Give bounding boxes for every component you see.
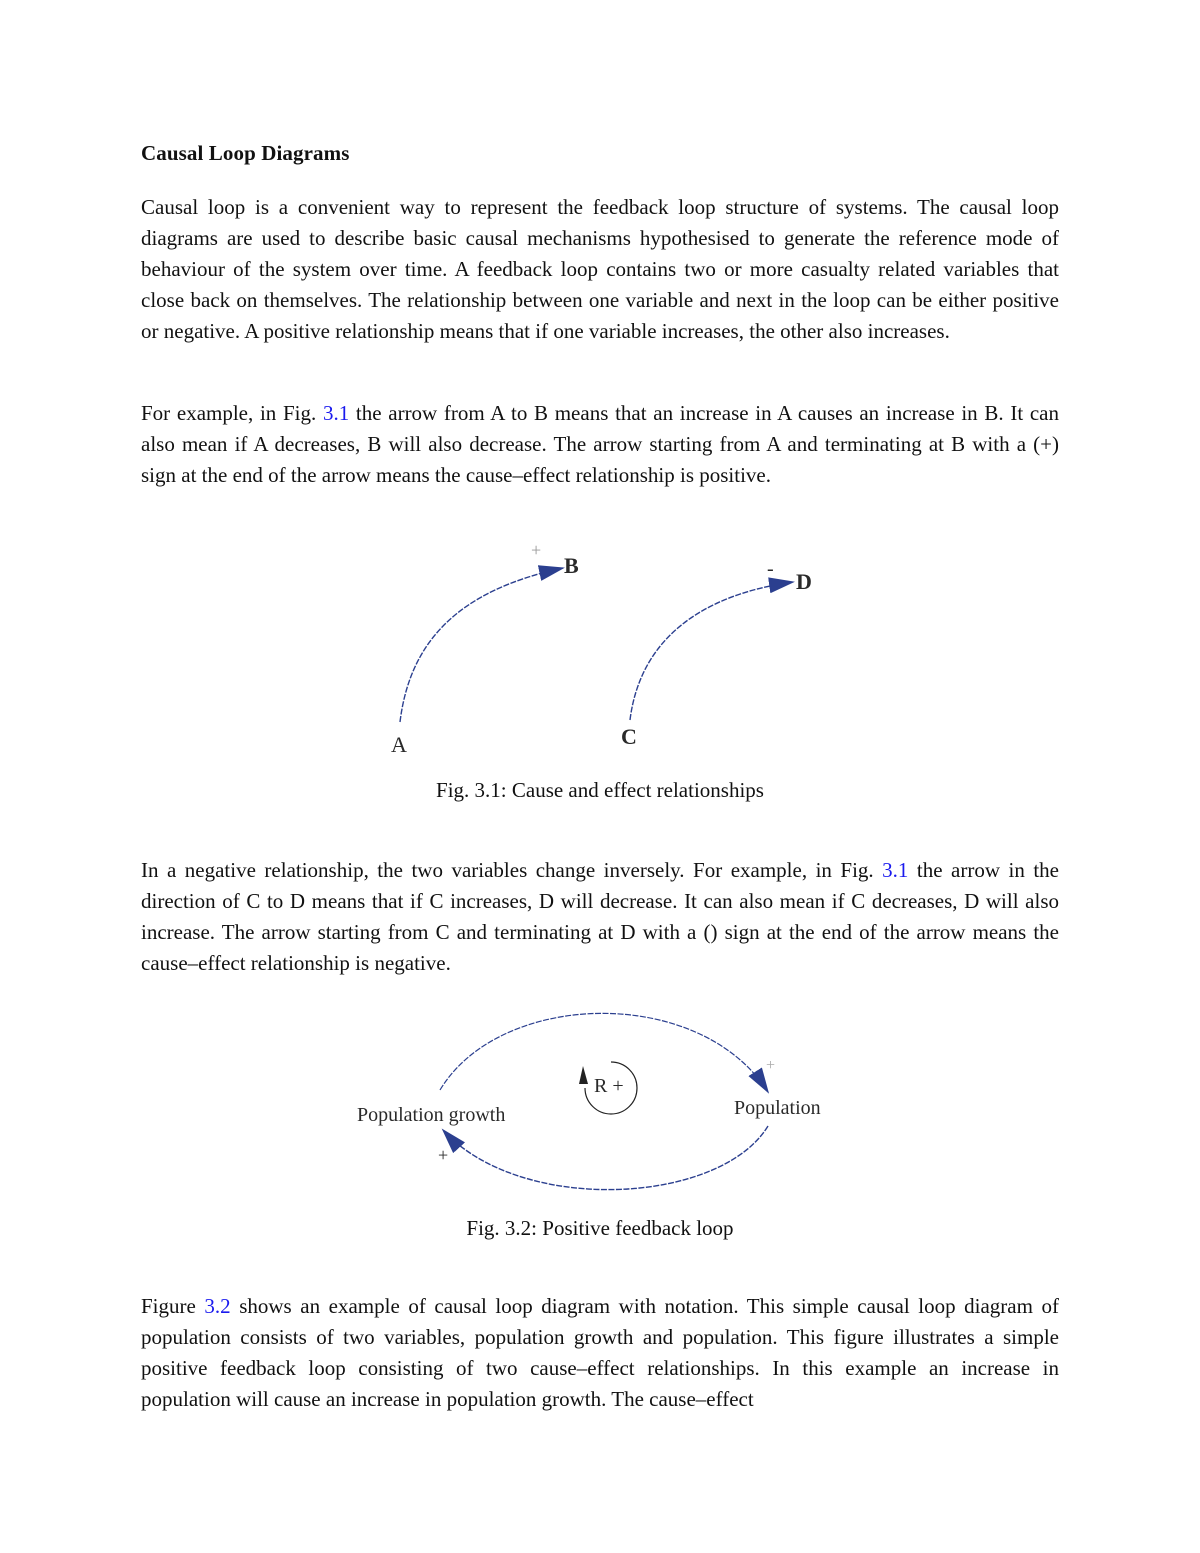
label-population-growth: Population growth	[357, 1104, 506, 1126]
paragraph-intro-text: Causal loop is a convenient way to represent the feedback loop structure of systems. The causal loop diagrams are used to describe basic causal mechanisms hypothesised to generate the reference mode of behaviour of the system over time. A feedback loop contains two or more casualty related variables that close back on themselves. The relationship between one variable and next in the loop can be either positive or negative. A positive relationship means that if one variable increases, the other also increases.	[141, 195, 1059, 343]
label-b: B	[564, 553, 579, 578]
figure-link[interactable]: 3.2	[204, 1294, 231, 1318]
polarity-plus-sign: +	[531, 540, 542, 560]
paragraph-intro	[141, 192, 1059, 347]
polarity-plus-bottom: +	[438, 1145, 449, 1165]
arrow-growth-to-population	[440, 1013, 768, 1092]
arrow-c-to-d	[630, 582, 793, 720]
paragraph-example	[141, 1291, 1059, 1415]
paragraph-text: the arrow from A to B means that an increase in A causes an increase in B. It can also mean if A decreases, B will also decrease. The arrow starting from A and terminating at B with a (+) sign at the end of the arrow means the cause–effect relationship is positive.	[141, 401, 1059, 487]
loop-label: R +	[594, 1075, 624, 1097]
paragraph-positive	[141, 398, 1059, 491]
figure-3-1-caption: Fig. 3.1: Cause and effect relationships	[436, 778, 764, 802]
arrow-population-to-growth	[443, 1126, 768, 1190]
figure-link[interactable]: 3.1	[882, 858, 909, 882]
paragraph-text: the arrow in the direction of C to D means that if C increases, D will decrease. It can also mean if C decreases, D will also increase. The arrow starting from C and terminating at D with a () sign at the end of the arrow means the cause–effect relationship is negative.	[141, 858, 1059, 975]
paragraph-text: shows an example of causal loop diagram with notation. This simple causal loop diagram of population consists of two variables, population growth and population. This figure illustrates a simple positive feedback loop consisting of two cause–effect relationships. In this example an increase in population will cause an increase in population growth. The cause–effect	[141, 1294, 1059, 1411]
paragraph-text: In a negative relationship, the two variables change inversely. For example, in Fig.	[141, 858, 883, 882]
figure-3-2-caption: Fig. 3.2: Positive feedback loop	[466, 1216, 734, 1240]
figure-link[interactable]: 3.1	[322, 401, 350, 425]
label-a: A	[391, 732, 407, 757]
polarity-plus-top: +	[766, 1057, 776, 1074]
loop-indicator-icon	[585, 1062, 637, 1114]
loop-arrowhead-icon	[579, 1066, 588, 1084]
polarity-minus-sign: -	[767, 558, 774, 580]
paragraph-negative	[141, 855, 1059, 979]
label-population: Population	[734, 1097, 821, 1119]
label-d: D	[796, 569, 812, 594]
page-title: Causal Loop Diagrams	[141, 141, 350, 165]
paragraph-text: For example, in Fig.	[141, 401, 323, 425]
label-c: C	[621, 724, 637, 749]
arrow-a-to-b	[400, 568, 563, 722]
paragraph-text: Figure	[141, 1294, 205, 1318]
